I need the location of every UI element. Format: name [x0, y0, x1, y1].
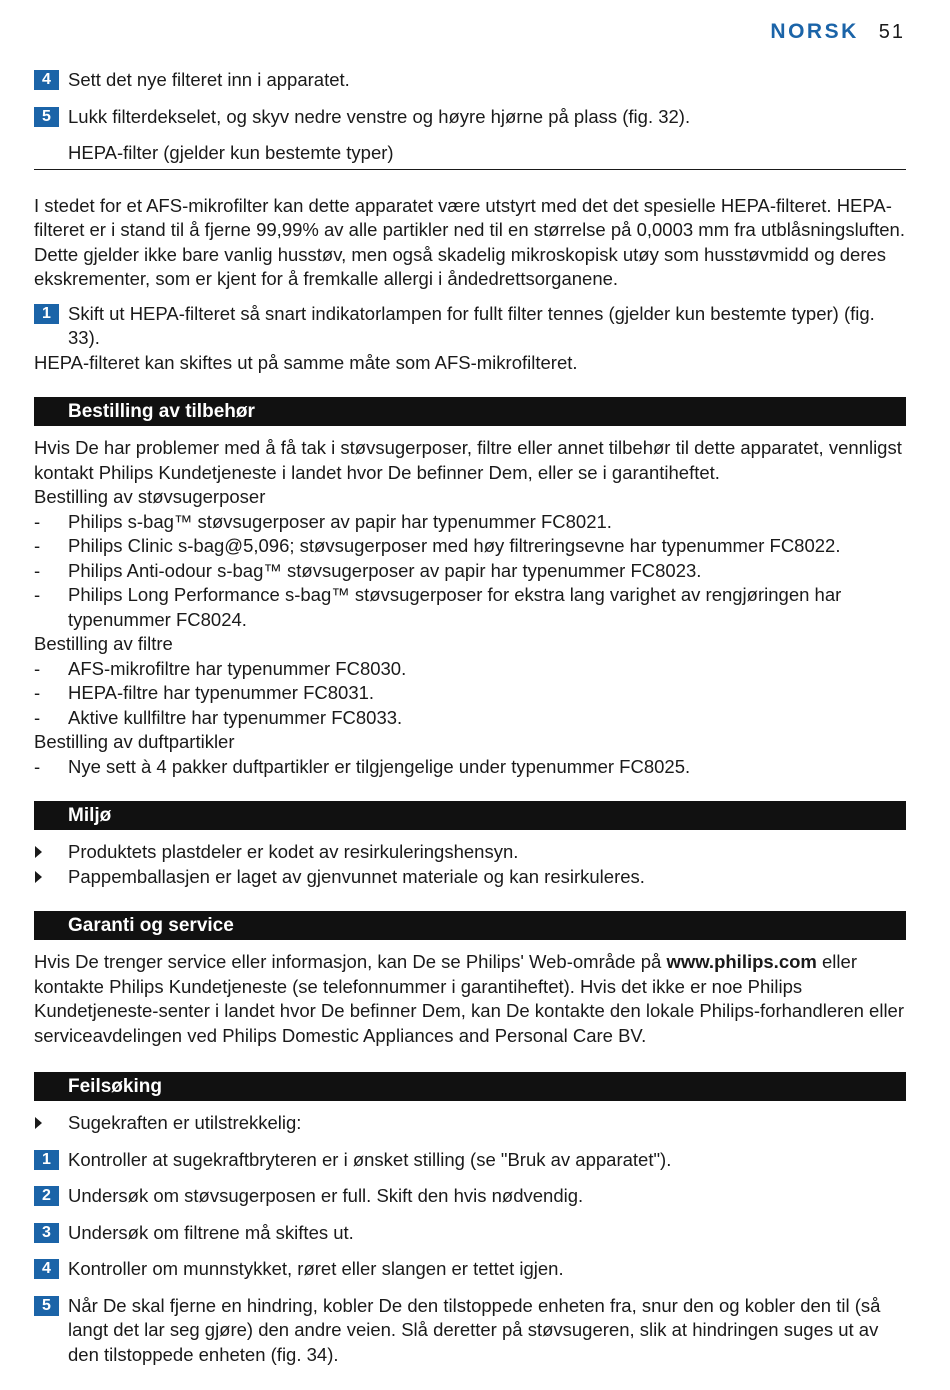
bullet-triangle-icon: [35, 1117, 42, 1129]
list-item-bag-2: [34, 534, 906, 559]
dash-marker: -: [34, 706, 41, 728]
bags-heading: Bestilling av støvsugerposer: [34, 486, 266, 507]
step-number: 2: [34, 1186, 59, 1206]
language-label: NORSK: [770, 19, 859, 43]
troubleshooting-bullet: [34, 1111, 906, 1136]
step-text: Lukk filterdekselet, og skyv nedre venstre og høyre hjørne på plass (fig. 32).: [68, 105, 691, 127]
bullet-text: Pappemballasjen er laget av gjenvunnet materiale og kan resirkuleres.: [68, 865, 645, 887]
troubleshooting-step-2: [34, 1184, 906, 1209]
troubleshooting-step-4: [34, 1257, 906, 1282]
ordering-intro: Hvis De har problemer med å få tak i støvsugerposer, filtre eller annet tilbehør til dette apparatet, vennligst kontakt Philips Kundetjeneste i landet hvor De befinner Dem, eller se i garantiheftet.: [34, 437, 902, 483]
section-environment-title: Miljø: [34, 801, 906, 830]
dash-marker: -: [34, 535, 41, 556]
step-text: Skift ut HEPA-filteret så snart indikatorlampen for fullt filter tennes (gjelder kun bestemte typer) (fig. 33).: [68, 302, 875, 348]
step-number: 1: [34, 1150, 59, 1170]
warranty-paragraph: [34, 950, 906, 1048]
list-item-bag-4: [34, 583, 906, 632]
bullet-text: Produktets plastdeler er kodet av resirkuleringshensyn.: [68, 841, 519, 862]
troubleshooting-step-3: [34, 1221, 906, 1246]
dash-marker: -: [34, 657, 41, 679]
list-item-filter-3: [34, 706, 906, 731]
dash-marker: -: [34, 559, 41, 581]
warranty-text-before: Hvis De trenger service eller informasjon, kan De se Philips' Web-område på: [34, 951, 667, 972]
step-number: 3: [34, 1223, 59, 1243]
step-number: 5: [34, 107, 59, 127]
dash-marker: -: [34, 584, 41, 605]
hepa-paragraph: I stedet for et AFS-mikrofilter kan dette apparatet være utstyrt med det det spesielle HEPA-filteret. HEPA-filteret er i stand til å fjerne 99,99% av alle partikler ned til en størrelse på 0,0003 mm fra utblåsningsluften. Dette gjelder ikke bare vanlig husstøv, men også skadelig mikroskopisk utøy som husstøvmidd og deres ekskrementer, som er kjent for å fremkalle allergi i åndedrettsorganene.: [34, 194, 905, 289]
section-warranty-title: Garanti og service: [34, 911, 906, 940]
troubleshooting-step-5: [34, 1294, 906, 1368]
list-item-filter-1: [34, 657, 906, 682]
hepa-step-1: [34, 302, 906, 351]
section-ordering-title: Bestilling av tilbehør: [34, 397, 906, 426]
list-item-text: Philips Long Performance s-bag™ støvsugerposer for ekstra lang varighet av rengjøringen har typenummer FC8024.: [68, 584, 842, 630]
step-5: [34, 105, 906, 130]
list-item-text: Philips s-bag™ støvsugerposer av papir har typenummer FC8021.: [68, 510, 612, 532]
list-item-bag-3: [34, 559, 906, 584]
step-text: Undersøk om støvsugerposen er full. Skift den hvis nødvendig.: [68, 1185, 584, 1206]
scent-heading: Bestilling av duftpartikler: [34, 731, 235, 752]
step-number: 1: [34, 304, 59, 324]
environment-bullet-1: [34, 840, 906, 865]
step-4: [34, 68, 906, 93]
list-item-scent-1: [34, 755, 906, 780]
step-text: Undersøk om filtrene må skiftes ut.: [68, 1221, 354, 1243]
step-number: 4: [34, 70, 59, 90]
list-item-text: Philips Clinic s-bag@5,096; støvsugerposer med høy filtreringsevne har typenummer FC8022.: [68, 535, 841, 556]
bullet-triangle-icon: [35, 871, 42, 883]
step-text: Kontroller at sugekraftbryteren er i ønsket stilling (se "Bruk av apparatet").: [68, 1148, 672, 1170]
step-number: 5: [34, 1296, 59, 1316]
page-number: 51: [878, 20, 905, 43]
dash-marker: -: [34, 755, 41, 777]
environment-bullet-2: [34, 865, 906, 890]
section-troubleshooting-title: Feilsøking: [34, 1072, 906, 1101]
philips-website-link[interactable]: www.philips.com: [666, 951, 817, 972]
warranty-text-after: eller kontakte Philips Kundetjeneste (se telefonnummer i garantiheftet). Hvis det ikke er noe Philips Kundetjeneste-senter i landet hvor De befinner Dem, kan De kontakte den lokale Philips-forhandleren eller serviceavdelingen ved Philips Domestic Appliances and Personal Care BV.: [34, 951, 905, 1046]
list-item-text: Philips Anti-odour s-bag™ støvsugerposer av papir har typenummer FC8023.: [68, 559, 702, 581]
list-item-bag-1: [34, 510, 906, 535]
hepa-note: HEPA-filteret kan skiftes ut på samme måte som AFS-mikrofilteret.: [34, 351, 578, 373]
page-header: [770, 18, 905, 46]
filters-heading: Bestilling av filtre: [34, 633, 173, 654]
list-item-text: AFS-mikrofiltre har typenummer FC8030.: [68, 657, 407, 679]
bullet-triangle-icon: [35, 846, 42, 858]
troubleshooting-step-1: [34, 1148, 906, 1173]
list-item-text: Aktive kullfiltre har typenummer FC8033.: [68, 706, 403, 728]
dash-marker: -: [34, 682, 41, 703]
step-text: Når De skal fjerne en hindring, kobler De den tilstoppede enheten fra, snur den og kobler den til (så langt det lar seg gjøre) den andre veien. Slå deretter på støvsugeren, slik at hindringen suges ut av den tilstoppede enheten (fig. 34).: [68, 1294, 881, 1365]
page-content: [34, 68, 906, 1379]
step-text: Sett det nye filteret inn i apparatet.: [68, 69, 350, 90]
step-number: 4: [34, 1259, 59, 1279]
hepa-subheading: HEPA-filter (gjelder kun bestemte typer): [34, 141, 906, 170]
dash-marker: -: [34, 510, 41, 532]
list-item-text: HEPA-filtre har typenummer FC8031.: [68, 682, 375, 703]
bullet-text: Sugekraften er utilstrekkelig:: [68, 1112, 302, 1133]
step-text: Kontroller om munnstykket, røret eller slangen er tettet igjen.: [68, 1258, 564, 1279]
list-item-filter-2: [34, 681, 906, 706]
list-item-text: Nye sett à 4 pakker duftpartikler er tilgjengelige under typenummer FC8025.: [68, 755, 691, 777]
